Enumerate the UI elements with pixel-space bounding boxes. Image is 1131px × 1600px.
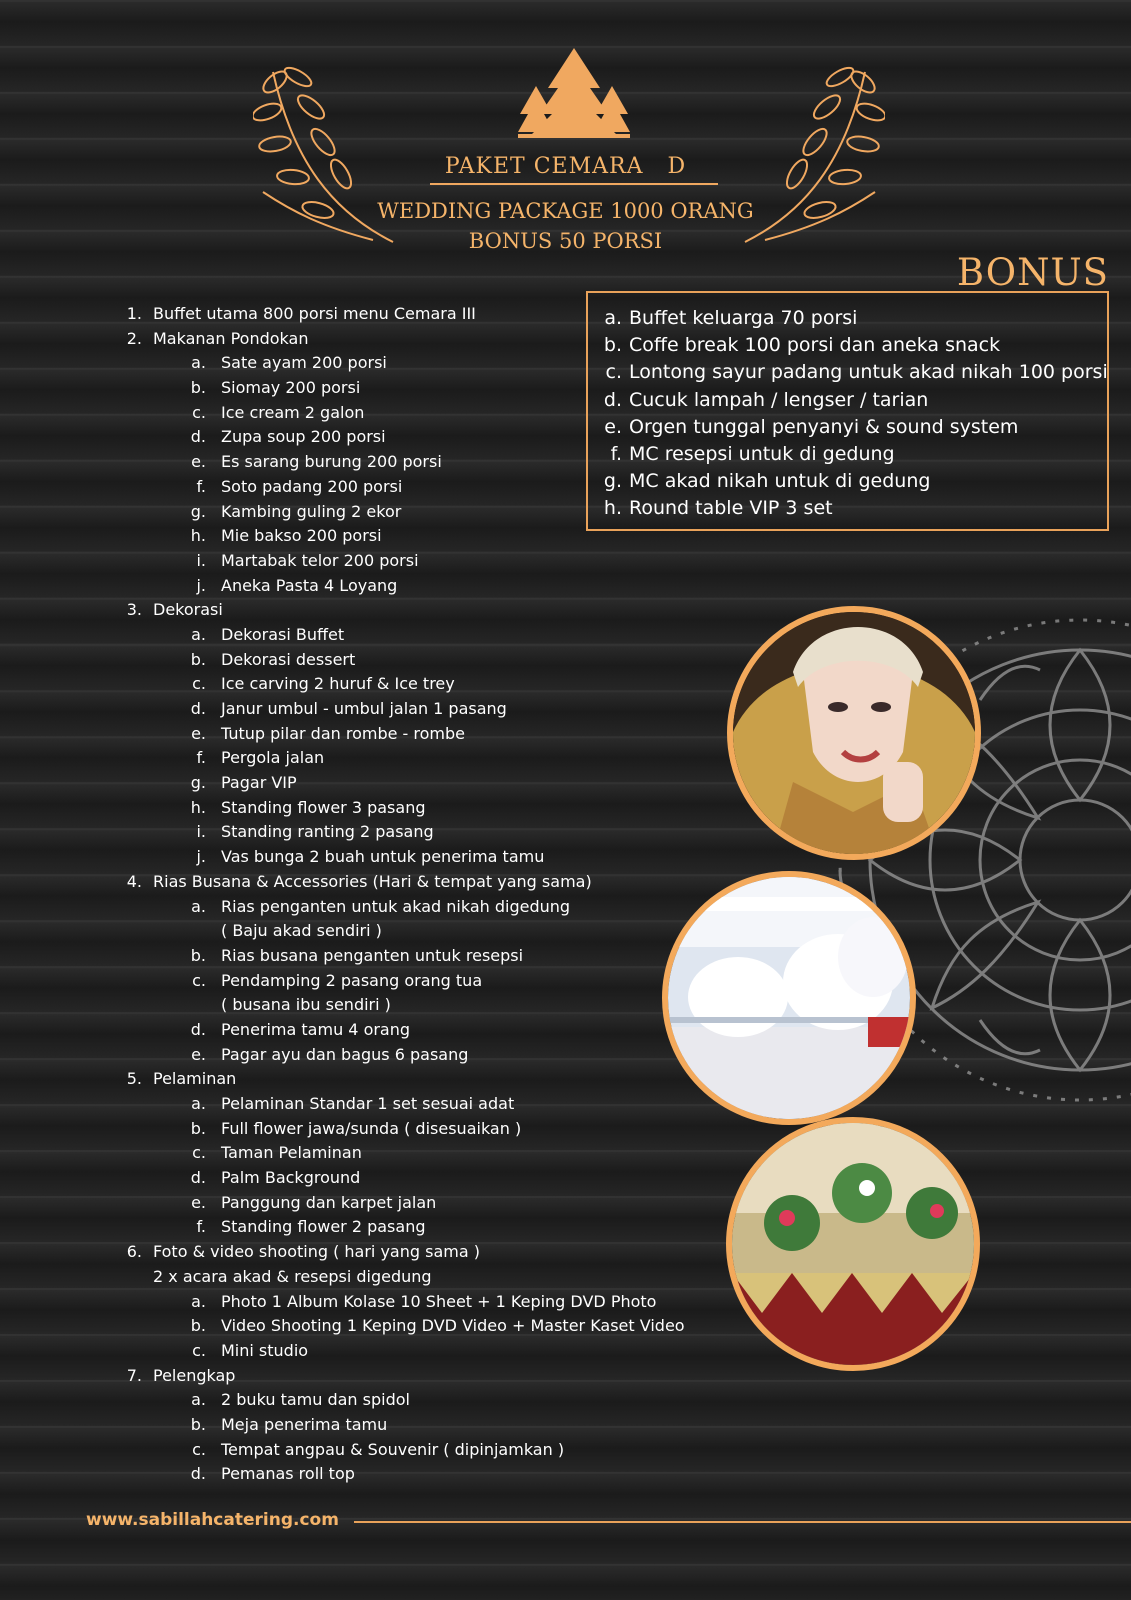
package-subitem-letter: b.: [190, 1118, 206, 1138]
package-subitem: [120, 475, 720, 500]
package-item-label: Rias Busana & Accessories (Hari & tempat yang sama): [153, 871, 592, 891]
package-item-label: Pelaminan: [153, 1069, 237, 1089]
venue-hall-photo: [662, 871, 916, 1125]
bonus-item-letter: a.: [604, 307, 622, 329]
package-subitem: [120, 969, 720, 994]
package-subitem: [120, 1166, 720, 1191]
package-subitem-letter: a.: [191, 1094, 206, 1113]
package-subitem: [120, 771, 720, 796]
package-item-number: 7.: [126, 1365, 142, 1385]
package-subitem-letter: a.: [191, 1390, 206, 1410]
package-subitem-letter: h.: [190, 526, 206, 546]
footer-divider: [354, 1521, 1131, 1523]
package-item-number: 2.: [126, 328, 142, 348]
package-subitem-letter: f.: [196, 476, 206, 496]
package-subitem-text: Pemanas roll top: [221, 1464, 355, 1484]
package-subitem-letter: e.: [191, 723, 206, 743]
package-subitem: [120, 351, 720, 376]
package-subitem-letter: b.: [190, 1316, 206, 1336]
package-item-row: [120, 1240, 720, 1265]
package-item-row: [120, 1067, 720, 1092]
package-item-row: [120, 1364, 720, 1389]
package-subitem: [120, 697, 720, 722]
package-subitem-text: Video Shooting 1 Keping DVD Video + Master Kaset Video: [221, 1316, 685, 1336]
package-subitem: [120, 895, 720, 920]
bonus-heading: BONUS: [956, 251, 1109, 294]
package-subitem-letter: d.: [190, 1168, 206, 1188]
package-subitem-text: 2 buku tamu dan spidol: [221, 1390, 410, 1410]
package-subitem-text: Meja penerima tamu: [221, 1414, 388, 1434]
reception-decor-photo: [726, 1117, 980, 1371]
package-item-label: Dekorasi: [153, 600, 223, 620]
package-subitem-continuation: ( Baju akad sendiri ): [221, 921, 382, 941]
package-subitem-letter: a.: [191, 1291, 206, 1311]
package-subitem-text: Full flower jawa/sunda ( disesuaikan ): [221, 1118, 522, 1138]
package-item-row: [120, 327, 720, 352]
bonus-item-text: Round table VIP 3 set: [629, 497, 833, 520]
package-subitem-text: Rias penganten untuk akad nikah digedung: [221, 896, 571, 916]
package-subitem: [120, 944, 720, 969]
package-subitem-text: Tempat angpau & Souvenir ( dipinjamkan ): [221, 1439, 565, 1459]
package-subitem-text: Standing ranting 2 pasang: [221, 822, 434, 842]
package-subitem: [120, 623, 720, 648]
package-subitem-text: Rias busana penganten untuk resepsi: [221, 945, 524, 965]
package-subitem: [120, 549, 720, 574]
package-subitem-text: Tutup pilar dan rombe - rombe: [221, 723, 465, 743]
bonus-item-letter: d.: [603, 388, 622, 411]
bonus-item-letter: e.: [604, 415, 622, 438]
package-subitem-letter: c.: [192, 970, 206, 990]
website-url[interactable]: www.sabillahcatering.com: [86, 1510, 339, 1530]
package-subitem: [120, 1388, 720, 1413]
package-subitem-letter: b.: [190, 378, 206, 398]
package-subitem-text: Photo 1 Album Kolase 10 Sheet + 1 Keping DVD Photo: [221, 1291, 657, 1311]
package-subitem-letter: e.: [191, 1192, 206, 1212]
pine-trees-logo-icon: [518, 48, 630, 140]
package-subitem: [120, 1018, 720, 1043]
title-divider: [430, 183, 718, 185]
package-subitem: [120, 376, 720, 401]
bonus-item-text: Cucuk lampah / lengser / tarian: [629, 388, 929, 411]
bride-photo: [727, 606, 981, 860]
package-title: PAKET CEMARA D: [444, 154, 687, 179]
package-item-row: [120, 302, 720, 327]
package-subitem-letter: d.: [190, 1464, 206, 1484]
bonus-item-text: MC resepsi untuk di gedung: [629, 442, 895, 465]
bonus-item-letter: c.: [605, 361, 622, 384]
package-item-number: 6.: [126, 1242, 142, 1262]
package-item-continuation: 2 x acara akad & resepsi digedung: [153, 1266, 432, 1286]
header: [0, 0, 1131, 260]
bonus-item-text: MC akad nikah untuk di gedung: [629, 470, 931, 493]
package-subitem-text: Pendamping 2 pasang orang tua: [221, 970, 483, 990]
package-subitem-text: Sate ayam 200 porsi: [221, 353, 387, 373]
bonus-item-letter: f.: [610, 442, 622, 465]
package-subitem: [120, 1339, 720, 1364]
package-subitem: [120, 1117, 720, 1142]
bonus-item-letter: b.: [603, 334, 622, 357]
package-subitem-text: Mie bakso 200 porsi: [221, 526, 382, 546]
package-subitem-letter: c.: [192, 674, 206, 694]
package-item: [120, 327, 720, 599]
package-subitem: [120, 450, 720, 475]
package-subitem-letter: a.: [191, 624, 206, 644]
package-subitem-letter: h.: [190, 797, 206, 817]
package-subitem-letter: b.: [190, 1414, 206, 1434]
package-subitem-text: Soto padang 200 porsi: [221, 476, 403, 496]
bonus-item-text: Orgen tunggal penyanyi & sound system: [629, 415, 1019, 438]
package-item: [120, 870, 720, 1068]
package-subitem-letter: c.: [192, 1340, 206, 1360]
package-subitem-letter: b.: [190, 649, 206, 669]
package-item-row: [120, 870, 720, 895]
package-subitem-text: Pergola jalan: [221, 748, 325, 768]
package-subitem-text: Standing flower 3 pasang: [221, 797, 426, 817]
package-subitem-text: Janur umbul - umbul jalan 1 pasang: [221, 699, 507, 718]
package-subitem: [120, 1314, 720, 1339]
package-subitem: [120, 796, 720, 821]
package-subitem-letter: i.: [196, 822, 206, 842]
package-item-number: 5.: [126, 1069, 142, 1089]
package-subitem-letter: c.: [192, 1439, 206, 1459]
package-subitem-letter: b.: [190, 945, 206, 965]
package-subitem-text: Pagar ayu dan bagus 6 pasang: [221, 1044, 469, 1064]
package-subitem-letter: d.: [190, 1019, 206, 1039]
package-subitem-text: Panggung dan karpet jalan: [221, 1192, 437, 1212]
package-subitem-letter: d.: [190, 699, 206, 718]
package-subitem-letter: f.: [196, 748, 206, 768]
package-subitem: [120, 722, 720, 747]
package-subitem: [120, 672, 720, 697]
package-subitem-text: Penerima tamu 4 orang: [221, 1019, 411, 1039]
package-subitem-text: Aneka Pasta 4 Loyang: [221, 575, 398, 595]
package-subitem: [120, 1043, 720, 1068]
package-subitem: [120, 1141, 720, 1166]
package-item-label: Foto & video shooting ( hari yang sama ): [153, 1242, 480, 1262]
bonus-item-text: Coffe break 100 porsi dan aneka snack: [629, 334, 1001, 357]
package-subitem-text: Martabak telor 200 porsi: [221, 550, 419, 570]
package-subitem: [120, 574, 720, 599]
package-subitem: [120, 524, 720, 549]
package-subitem: [120, 1092, 720, 1117]
package-subitem: [120, 1215, 720, 1240]
bonus-item-text: Lontong sayur padang untuk akad nikah 100 porsi: [629, 361, 1108, 384]
package-subitem-letter: f.: [196, 1217, 206, 1237]
bonus-item-letter: h.: [603, 497, 622, 520]
package-subitem: [120, 648, 720, 673]
package-subitem-text: Pagar VIP: [221, 773, 297, 793]
package-subitem-text: Taman Pelaminan: [221, 1143, 362, 1163]
package-subitem-letter: d.: [190, 427, 206, 447]
package-subitem: [120, 1191, 720, 1216]
package-item: [120, 598, 720, 870]
package-subitem-text: Siomay 200 porsi: [221, 378, 361, 398]
package-subitem-letter: j.: [196, 575, 206, 595]
package-subitem: [120, 1462, 720, 1487]
package-item-row: [120, 598, 720, 623]
package-subitem-continuation: ( busana ibu sendiri ): [221, 995, 391, 1015]
package-item-number: 3.: [126, 600, 142, 620]
package-subitem-letter: i.: [196, 550, 206, 570]
package-subitem: [120, 746, 720, 771]
package-subitem-text: Dekorasi dessert: [221, 649, 356, 669]
package-subitem-text: Ice carving 2 huruf & Ice trey: [221, 674, 455, 694]
package-subitem-text: Palm Background: [221, 1168, 361, 1188]
package-subitem-letter: e.: [191, 452, 206, 472]
package-subitem-text: Es sarang burung 200 porsi: [221, 452, 442, 472]
package-subitem-text: Vas bunga 2 buah untuk penerima tamu: [221, 847, 545, 867]
package-item-number: 4.: [126, 871, 142, 891]
package-subitem: [120, 500, 720, 525]
package-subitem: [120, 401, 720, 426]
package-item: [120, 1364, 720, 1487]
package-item-label: Buffet utama 800 porsi menu Cemara III: [153, 304, 476, 323]
package-item-label: Makanan Pondokan: [153, 328, 309, 348]
package-subitem-letter: g.: [190, 773, 206, 793]
package-subitem-letter: j.: [196, 847, 206, 867]
package-item-number: 1.: [126, 304, 142, 323]
package-subitem-letter: c.: [192, 1143, 206, 1163]
package-subitem: [120, 820, 720, 845]
package-subitem-letter: a.: [191, 353, 206, 373]
package-subitem-letter: g.: [190, 501, 206, 521]
package-subitem: [120, 1290, 720, 1315]
package-bonus-portion: BONUS 50 PORSI: [468, 229, 663, 253]
package-subitem: [120, 845, 720, 870]
package-subitem-text: Kambing guling 2 ekor: [221, 501, 402, 521]
package-subitem-text: Ice cream 2 galon: [221, 402, 365, 422]
package-subitem: [120, 425, 720, 450]
package-subitem-text: Mini studio: [221, 1340, 309, 1360]
package-item: [120, 302, 720, 327]
package-item-label: Pelengkap: [153, 1365, 236, 1385]
package-subitem-text: Pelaminan Standar 1 set sesuai adat: [221, 1094, 515, 1113]
package-subitem-letter: e.: [191, 1044, 206, 1064]
package-subitem-text: Dekorasi Buffet: [221, 624, 345, 644]
package-item: [120, 1240, 720, 1363]
bonus-item-letter: g.: [603, 470, 622, 493]
package-subitem-text: Standing flower 2 pasang: [221, 1217, 426, 1237]
bonus-item-text: Buffet keluarga 70 porsi: [629, 307, 858, 329]
package-subitem: [120, 1413, 720, 1438]
package-item: [120, 1067, 720, 1240]
package-subitem: [120, 1438, 720, 1463]
package-subitem-letter: c.: [192, 402, 206, 422]
package-subtitle: WEDDING PACKAGE 1000 ORANG: [377, 199, 754, 223]
package-subitem-letter: a.: [191, 896, 206, 916]
package-list: [120, 302, 720, 1487]
package-subitem-text: Zupa soup 200 porsi: [221, 427, 386, 447]
